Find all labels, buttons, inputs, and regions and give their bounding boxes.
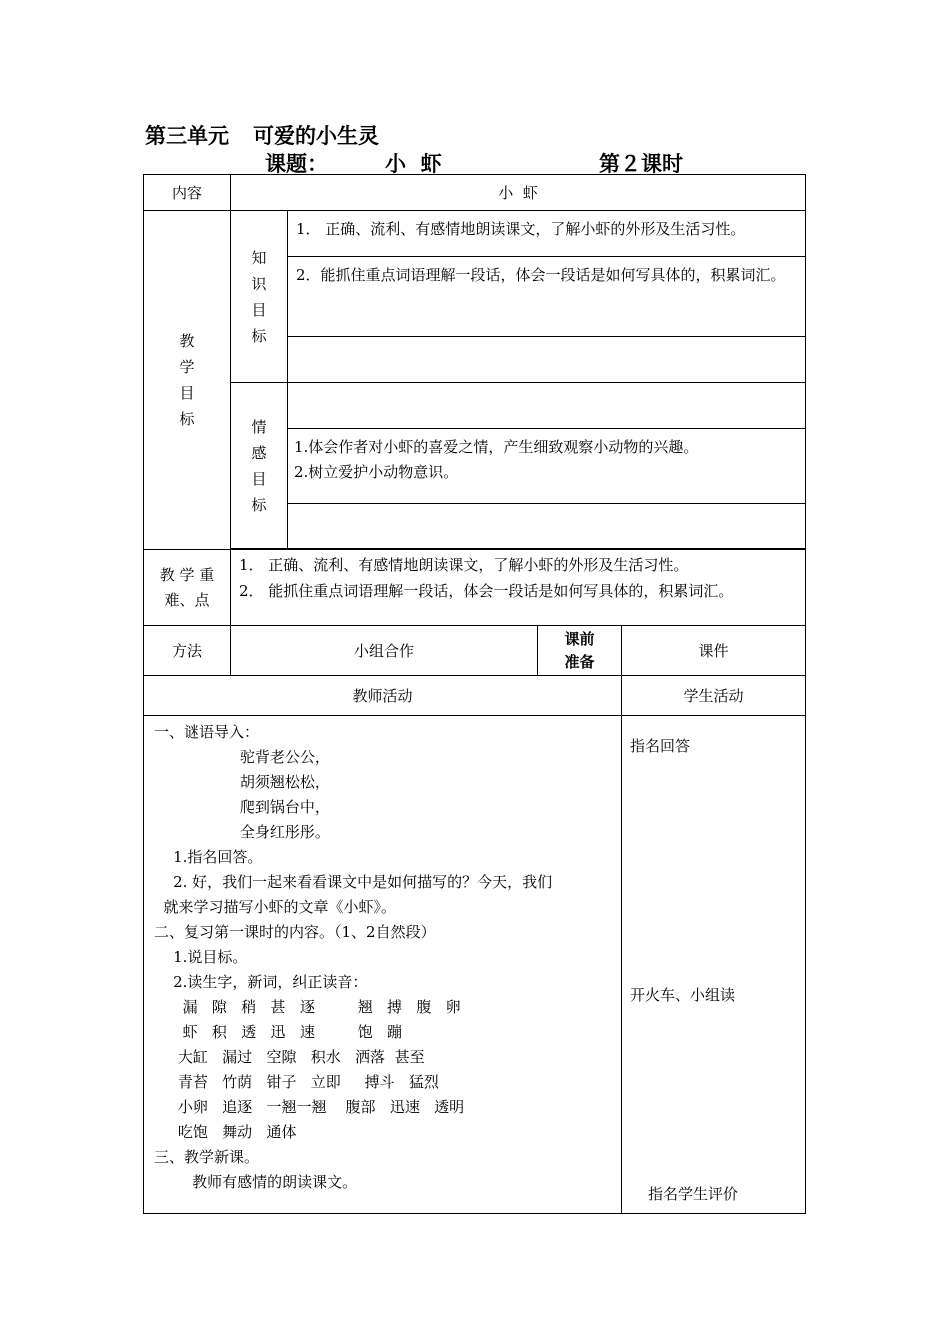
lesson-name: 小 虾 — [385, 152, 442, 176]
teacher-line: 1.说目标。 — [154, 948, 248, 966]
student-note-3: 指名学生评价 — [648, 1185, 739, 1203]
unit-number: 第三单元 — [145, 124, 229, 148]
unit-title — [145, 120, 379, 150]
emotion-label: 情感目标 — [231, 383, 288, 549]
prep-value: 课件 — [622, 626, 806, 676]
student-activity-header: 学生活动 — [622, 676, 806, 716]
teacher-line: 二、复习第一课时的内容。（1、2自然段） — [154, 923, 436, 941]
teacher-line: 三、教学新课。 — [154, 1148, 260, 1166]
prep-label: 课前 准备 — [538, 626, 622, 676]
teacher-line: 1.指名回答。 — [154, 848, 263, 866]
teacher-line: 全身红彤彤。 — [154, 823, 330, 841]
teacher-line: 一、谜语导入： — [154, 723, 260, 741]
lesson-period: 第２课时 — [599, 152, 683, 176]
teacher-line: 爬到锅台中， — [154, 798, 330, 816]
teacher-line: 驼背老公公， — [154, 748, 330, 766]
knowledge-item-2: 2．能抓住重点词语理解一段话，体会一段话是如何写具体的，积累词汇。 — [288, 257, 806, 337]
emotion-item-1: 1.体会作者对小虾的喜爱之情，产生细致观察小动物的兴趣。 — [294, 438, 699, 456]
teacher-line: 大缸 漏过 空隙 积水 洒落 甚至 — [154, 1048, 425, 1066]
key-point-1: 1． 正确、流利、有感情地朗读课文，了解小虾的外形及生活习性。 — [239, 556, 689, 574]
teacher-line: 青苔 竹荫 钳子 立即 搏斗 猛烈 — [154, 1073, 439, 1091]
student-note-1: 指名回答 — [630, 737, 691, 755]
knowledge-item-1: 1． 正确、流利、有感情地朗读课文，了解小虾的外形及生活习性。 — [288, 211, 806, 257]
content-value: 小 虾 — [231, 175, 806, 211]
teacher-line: 2.读生字，新词，纠正读音： — [154, 973, 368, 991]
teacher-line: 虾 积 透 迅 速 饱 蹦 — [154, 1023, 403, 1041]
emotion-item-2: 2.树立爱护小动物意识。 — [294, 463, 459, 481]
teacher-line: 吃饱 舞动 通体 — [154, 1123, 297, 1141]
teacher-line: 2. 好，我们一起来看看课文中是如何描写的？今天，我们 — [154, 873, 553, 891]
teacher-line: 教师有感情的朗读课文。 — [154, 1173, 358, 1191]
teacher-line: 漏 隙 稍 甚 逐 翘 搏 腹 卵 — [154, 998, 461, 1016]
emotion-empty-row-top — [288, 383, 806, 429]
key-points-label: 教 学 重 难、点 — [144, 550, 231, 626]
objectives-label: 教学目标 — [144, 211, 231, 550]
knowledge-label: 知识目标 — [231, 211, 288, 383]
teacher-activity-header: 教师活动 — [144, 676, 622, 716]
key-point-2: 2． 能抓住重点词语理解一段话，体会一段话是如何写具体的，积累词汇。 — [239, 582, 734, 600]
teacher-line: 胡须翘松松， — [154, 773, 330, 791]
unit-name: 可爱的小生灵 — [253, 124, 379, 148]
teacher-line: 小卵 追逐 一翘一翘 腹部 迅速 透明 — [154, 1098, 465, 1116]
student-activity-body — [622, 716, 806, 1214]
method-label: 方法 — [144, 626, 231, 676]
teacher-activity-body — [144, 716, 622, 1214]
knowledge-empty-row — [288, 337, 806, 383]
key-points — [231, 550, 806, 626]
student-note-2: 开火车、小组读 — [630, 986, 736, 1004]
lesson-label: 课题： — [265, 152, 328, 176]
emotion-empty-row-bottom — [288, 504, 806, 549]
emotion-items — [288, 429, 806, 504]
lesson-plan-table — [143, 174, 806, 1214]
content-label: 内容 — [144, 175, 231, 211]
method-value: 小组合作 — [231, 626, 538, 676]
teacher-line: 就来学习描写小虾的文章《小虾》。 — [154, 898, 397, 916]
